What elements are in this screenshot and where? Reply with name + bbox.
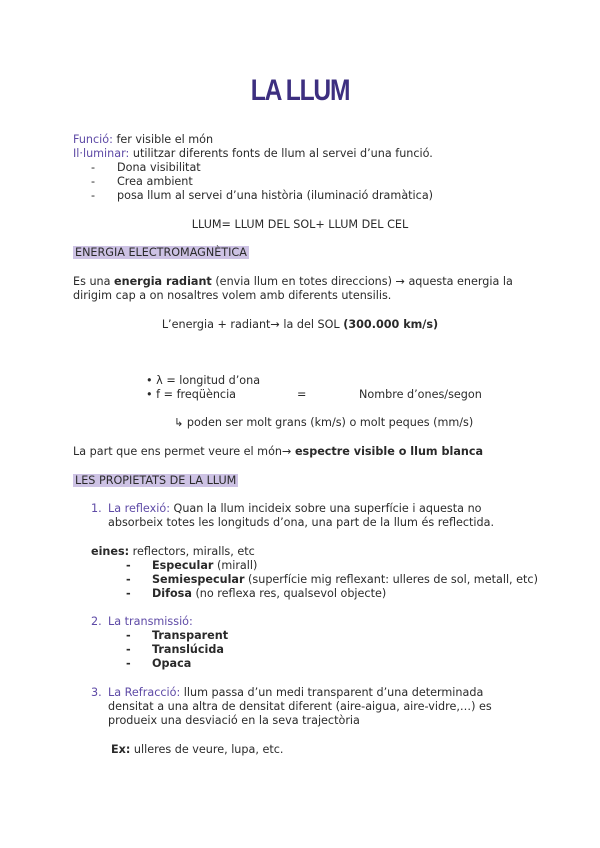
wavelength-bullet: • λ = longitud d’ona [146, 374, 261, 387]
list-item: - Transparent [126, 629, 229, 642]
energia-paragraph-line2: dirigim cap a on nosaltres volem amb diferents utensilis. [73, 289, 392, 302]
example-line: Ex: ulleres de veure, lupa, etc. [111, 743, 284, 756]
list-item: - Especular (mirall) [126, 559, 258, 572]
frequency-equals: = [297, 388, 307, 401]
illuminar-label: Il·luminar: [73, 147, 130, 160]
funcio-line [73, 133, 213, 146]
illuminar-text: utilitzar diferents fonts de llum al servei d’una funció. [129, 147, 433, 160]
energy-speed-line: L’energia + radiant→ la del SOL (300.000 km/s) [161, 318, 439, 331]
list-item: - Opaca [126, 657, 192, 670]
frequency-definition: Nombre d’ones/segon [359, 388, 482, 401]
list-item: - posa llum al servei d’una història (iluminació dramàtica) [91, 189, 434, 202]
refraccio-line1: 3. La Refracció: llum passa d’un medi transparent d’una determinada [91, 686, 484, 699]
eines-line: eines: reflectors, miralls, etc [91, 545, 255, 558]
section-heading-propietats: LES PROPIETATS DE LA LLUM [75, 474, 237, 487]
energia-paragraph-line1: Es una energia radiant (envia llum en totes direccions) → aquesta energia la [73, 275, 513, 288]
illuminar-line [73, 147, 433, 160]
list-item: - Crea ambient [91, 175, 193, 188]
list-item: - Dona visibilitat [91, 161, 201, 174]
speed-note: ↳ poden ser molt grans (km/s) o molt peques (mm/s) [174, 416, 474, 429]
list-item: - Semiespecular (superfície mig reflexant: ulleres de sol, metall, etc) [126, 573, 538, 586]
list-item: - Translúcida [126, 643, 224, 656]
frequency-bullet: • f = freqüència [146, 388, 237, 401]
spectrum-line: La part que ens permet veure el món→ espectre visible o llum blanca [73, 445, 484, 458]
list-item: - Difosa (no reflexa res, qualsevol objecte) [126, 587, 387, 600]
funcio-text: fer visible el món [112, 133, 214, 146]
section-heading-energia: ENERGIA ELECTROMAGNÈTICA [75, 246, 247, 259]
reflexio-line2: absorbeix totes les longituds d’ona, una part de la llum és reflectida. [108, 516, 495, 529]
page-title: LA LLUM [250, 74, 350, 107]
refraccio-line2: densitat a una altra de densitat diferent (aire-aigua, aire-vidre,…) es [108, 700, 492, 713]
transmissio-heading: 2. La transmissió: [91, 615, 193, 628]
funcio-label: Funció: [73, 133, 113, 146]
reflexio-line1: 1. La reflexió: Quan la llum incideix sobre una superfície i aquesta no [91, 502, 482, 515]
refraccio-line3: produeix una desviació en la seva trajectòria [108, 714, 360, 727]
formula-line: LLUM= LLUM DEL SOL+ LLUM DEL CEL [191, 218, 409, 231]
